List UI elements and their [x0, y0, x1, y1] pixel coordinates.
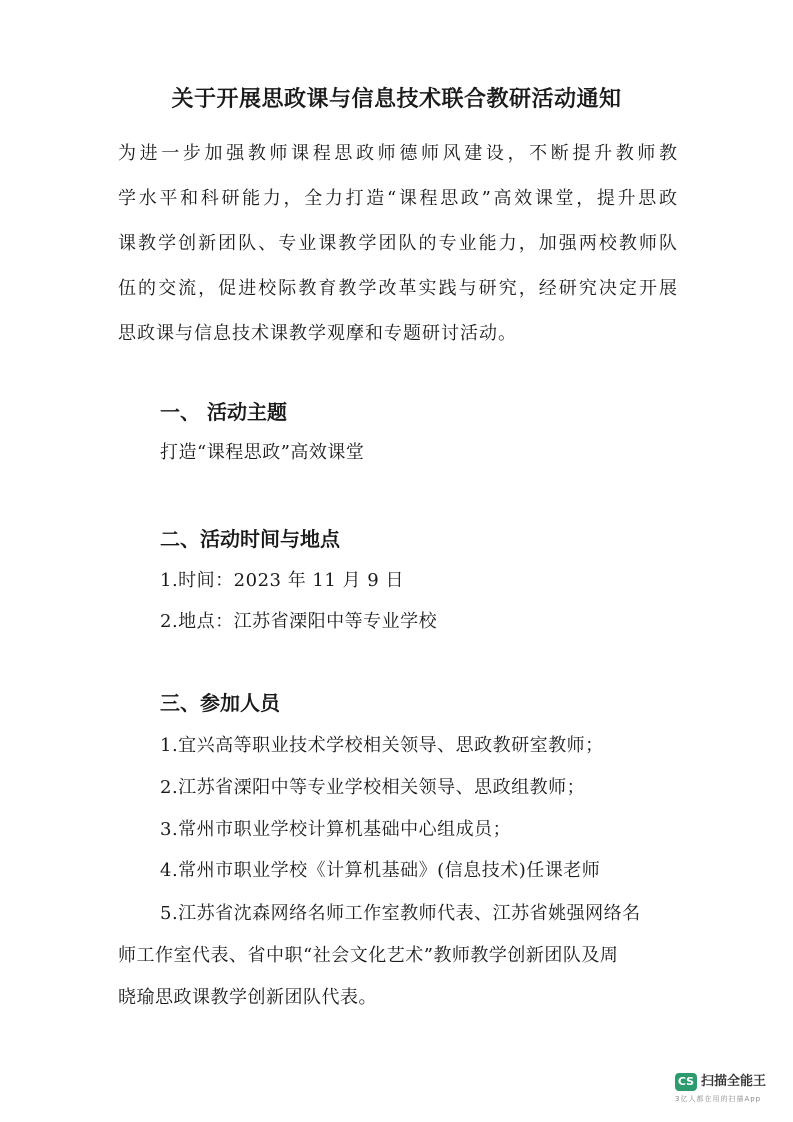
participant-item: 1.宜兴高等职业技术学校相关领导、思政教研室教师； — [160, 735, 604, 756]
event-place: 2.地点：江苏省溧阳中等专业学校 — [160, 611, 438, 632]
intro-line: 学水平和科研能力，全力打造“课程思政”高效课堂，提升思政 — [118, 188, 678, 209]
participant-item: 2.江苏省溧阳中等专业学校相关领导、思政组教师； — [160, 777, 586, 798]
participant-item-continuation: 晓瑜思政课教学创新团队代表。 — [118, 987, 377, 1008]
watermark-name: 扫描全能王 — [701, 1074, 767, 1089]
event-time: 1.时间：2023 年 11 月 9 日 — [160, 570, 404, 591]
intro-paragraph — [118, 131, 678, 356]
camscanner-logo-icon: CS — [675, 1073, 697, 1091]
participant-item: 5.江苏省沈森网络名师工作室教师代表、江苏省姚强网络名 — [160, 903, 641, 924]
section-heading-time-place: 二、活动时间与地点 — [160, 527, 340, 551]
participant-item-continuation: 师工作室代表、省中职“社会文化艺术”教师教学创新团队及周 — [118, 945, 619, 966]
scanner-watermark — [671, 1070, 771, 1106]
watermark-tagline: 3亿人都在用的扫描App — [675, 1095, 762, 1103]
theme-content: 打造“课程思政”高效课堂 — [160, 442, 365, 463]
section-heading-theme: 一、 活动主题 — [160, 400, 287, 424]
section-heading-participants: 三、参加人员 — [160, 691, 280, 715]
intro-line: 思政课与信息技术课教学观摩和专题研讨活动。 — [118, 323, 517, 344]
intro-line: 伍的交流，促进校际教育教学改革实践与研究，经研究决定开展 — [118, 278, 678, 299]
intro-line: 为进一步加强教师课程思政师德师风建设，不断提升教师教 — [118, 143, 678, 164]
participant-item: 3.常州市职业学校计算机基础中心组成员； — [160, 819, 512, 840]
intro-line: 课教学创新团队、专业课教学团队的专业能力，加强两校教师队 — [118, 233, 678, 254]
participant-item: 4.常州市职业学校《计算机基础》(信息技术)任课老师 — [160, 860, 601, 881]
document-title: 关于开展思政课与信息技术联合教研活动通知 — [171, 87, 622, 112]
